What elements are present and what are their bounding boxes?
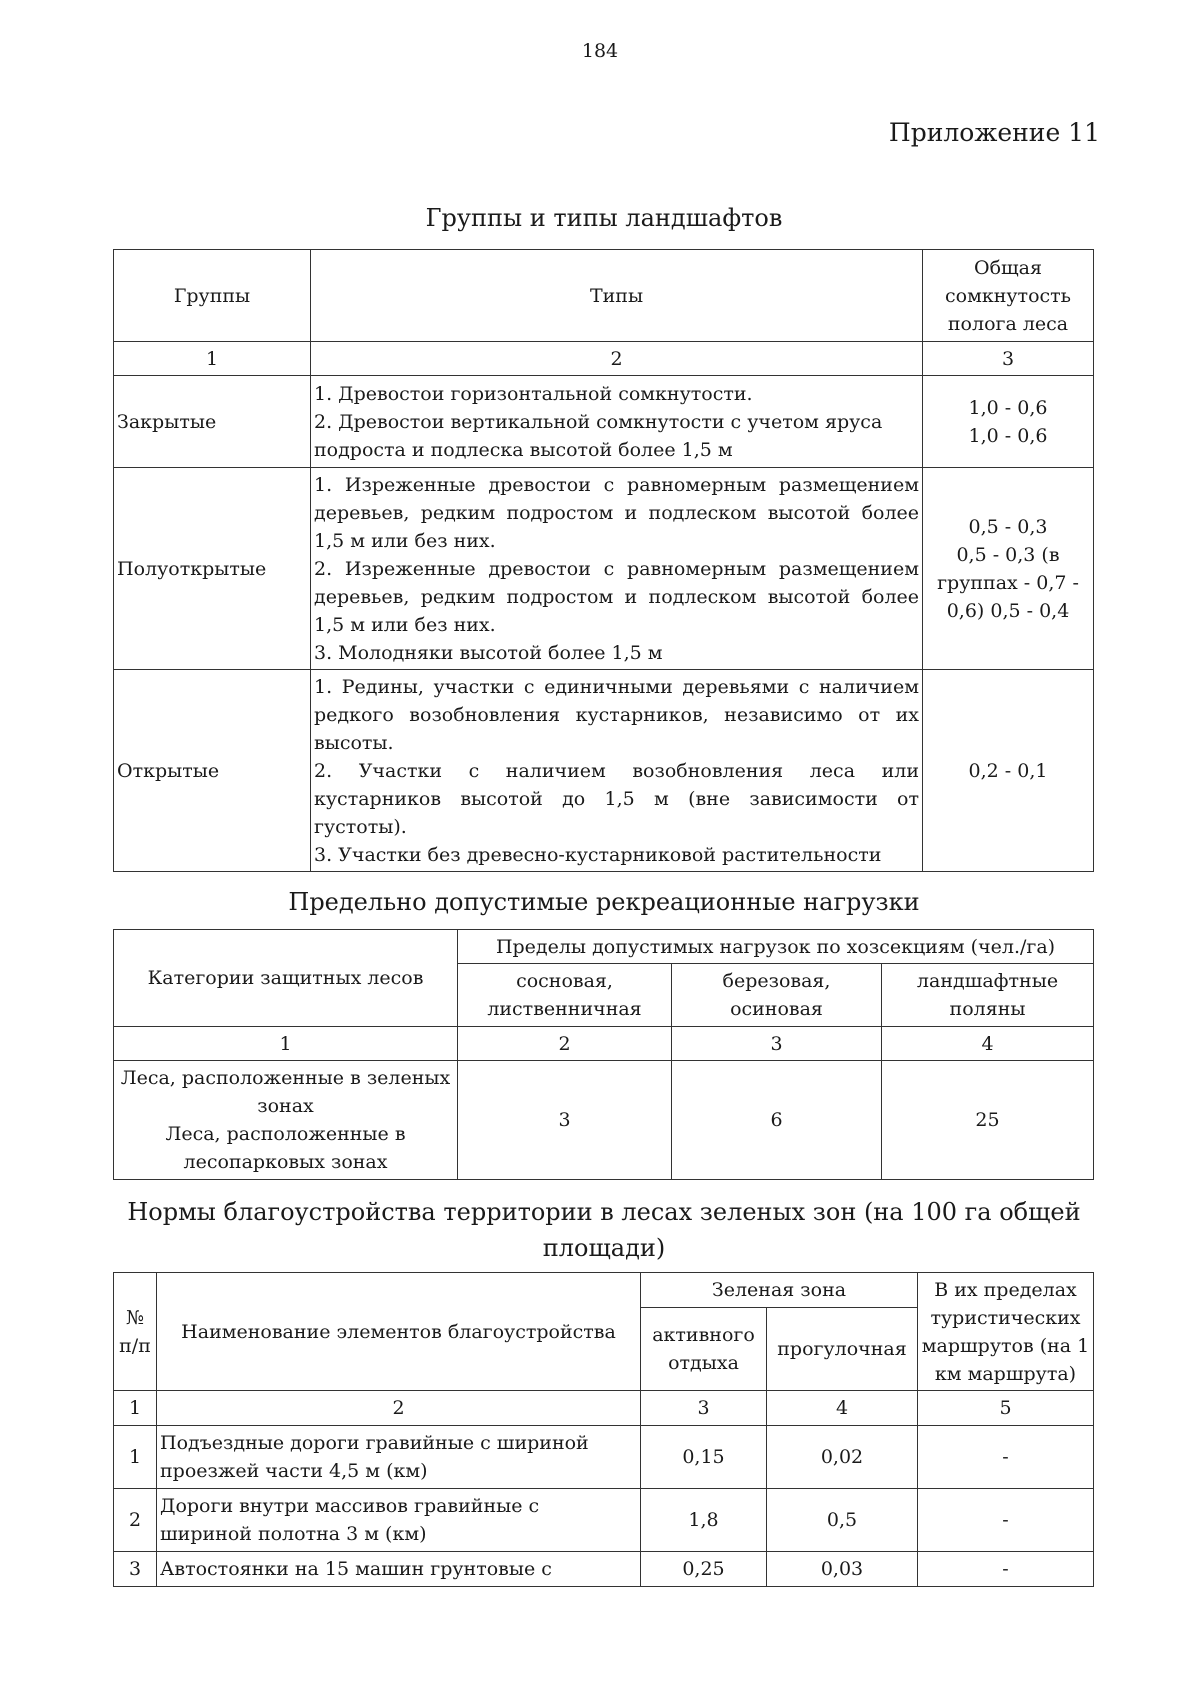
col-number: 2 bbox=[458, 1027, 672, 1061]
subheader-glades: ландшафтные поляны bbox=[882, 964, 1094, 1027]
col-number: 1 bbox=[114, 342, 311, 376]
subheader-birch: березовая, осиновая bbox=[672, 964, 882, 1027]
type-item: 3. Молодняки высотой более 1,5 м bbox=[314, 641, 663, 664]
table-header-row bbox=[114, 1273, 1094, 1308]
subheader-active: активного отдыха bbox=[641, 1308, 767, 1391]
type-item: 1. Изреженные древостои с равномерным размещением деревьев, редким подростом и подлеском высотой более 1,5 м или без них. bbox=[314, 473, 919, 552]
header-green-zone: Зеленая зона bbox=[641, 1273, 918, 1308]
header-name: Наименование элементов благоустройства bbox=[157, 1273, 641, 1391]
density-value: 1,0 - 0,6 bbox=[968, 424, 1048, 447]
group-cell: Полуоткрытые bbox=[114, 468, 311, 670]
table-row bbox=[114, 1061, 1094, 1180]
value-cell: 25 bbox=[882, 1061, 1094, 1180]
col-number: 3 bbox=[641, 1391, 767, 1426]
column-numbers-row bbox=[114, 342, 1094, 376]
col-number: 1 bbox=[114, 1391, 157, 1426]
table-header-row bbox=[114, 930, 1094, 964]
type-item: 1. Древостои горизонтальной сомкнутости. bbox=[314, 382, 753, 405]
category-item: Леса, расположенные в зеленых зонах bbox=[120, 1067, 451, 1117]
density-value: 1,0 - 0,6 bbox=[968, 396, 1048, 419]
col-number: 5 bbox=[918, 1391, 1094, 1426]
col-number: 1 bbox=[114, 1027, 458, 1061]
active-value: 0,15 bbox=[641, 1426, 767, 1489]
header-category: Категории защитных лесов bbox=[114, 930, 458, 1027]
subheader-walk: прогулочная bbox=[767, 1308, 918, 1391]
row-number: 3 bbox=[114, 1552, 157, 1587]
landscapes-table-title: Группы и типы ландшафтов bbox=[425, 204, 783, 232]
col-number: 4 bbox=[767, 1391, 918, 1426]
landscapes-table bbox=[113, 249, 1094, 872]
types-cell bbox=[311, 376, 923, 468]
type-item: 2. Древостои вертикальной сомкнутости с учетом яруса подроста и подлеска высотой более 1,5 м bbox=[314, 410, 883, 461]
table-row bbox=[114, 1552, 1094, 1587]
column-numbers-row bbox=[114, 1391, 1094, 1426]
subheader-pine: сосновая, лиственничная bbox=[458, 964, 672, 1027]
type-item: 1. Редины, участки с единичными деревьями с наличием редкого возобновления кустарников, независимо от их высоты. bbox=[314, 675, 919, 754]
header-density: Общая сомкнутость полога леса bbox=[923, 250, 1094, 342]
types-cell bbox=[311, 468, 923, 670]
type-item: 2. Изреженные древостои с равномерным размещением деревьев, редким подростом и подлеском высотой более 1,5 м или без них. bbox=[314, 557, 919, 636]
col-number: 4 bbox=[882, 1027, 1094, 1061]
loads-table-title: Предельно допустимые рекреационные нагрузки bbox=[288, 888, 920, 916]
table-row bbox=[114, 1426, 1094, 1489]
density-value: 0,2 - 0,1 bbox=[968, 759, 1048, 782]
routes-value: - bbox=[918, 1552, 1094, 1587]
element-name: Дороги внутри массивов гравийные с шириной полотна 3 м (км) bbox=[157, 1489, 641, 1552]
category-item: Леса, расположенные в лесопарковых зонах bbox=[165, 1123, 406, 1173]
column-numbers-row bbox=[114, 1027, 1094, 1061]
active-value: 0,25 bbox=[641, 1552, 767, 1587]
element-name: Автостоянки на 15 машин грунтовые с bbox=[157, 1552, 641, 1587]
density-cell bbox=[923, 468, 1094, 670]
group-cell: Закрытые bbox=[114, 376, 311, 468]
walk-value: 0,5 bbox=[767, 1489, 918, 1552]
types-cell bbox=[311, 670, 923, 872]
table-row bbox=[114, 670, 1094, 872]
density-cell bbox=[923, 670, 1094, 872]
value-cell: 3 bbox=[458, 1061, 672, 1180]
table-row bbox=[114, 1489, 1094, 1552]
header-num: № п/п bbox=[114, 1273, 157, 1391]
density-cell bbox=[923, 376, 1094, 468]
page-number: 184 bbox=[581, 40, 619, 62]
loads-table bbox=[113, 929, 1094, 1180]
col-number: 3 bbox=[672, 1027, 882, 1061]
walk-value: 0,03 bbox=[767, 1552, 918, 1587]
col-number: 2 bbox=[157, 1391, 641, 1426]
header-routes: В их пределах туристических маршрутов (на 1 км маршрута) bbox=[918, 1273, 1094, 1391]
table-row bbox=[114, 468, 1094, 670]
density-value: 0,5 - 0,3 bbox=[968, 515, 1048, 538]
header-limits: Пределы допустимых нагрузок по хозсекциям (чел./га) bbox=[458, 930, 1094, 964]
type-item: 3. Участки без древесно-кустарниковой растительности bbox=[314, 843, 882, 866]
appendix-label: Приложение 11 bbox=[888, 118, 1100, 147]
category-cell bbox=[114, 1061, 458, 1180]
routes-value: - bbox=[918, 1426, 1094, 1489]
density-value: 0,5 - 0,3 (в группах - 0,7 - 0,6) 0,5 - 0,4 bbox=[937, 543, 1079, 622]
norms-table-title: Нормы благоустройства территории в лесах зеленых зон (на 100 га общей площади) bbox=[127, 1198, 1081, 1262]
header-groups: Группы bbox=[114, 250, 311, 342]
element-name: Подъездные дороги гравийные с шириной проезжей части 4,5 м (км) bbox=[157, 1426, 641, 1489]
value-cell: 6 bbox=[672, 1061, 882, 1180]
norms-table bbox=[113, 1272, 1094, 1587]
table-header-row bbox=[114, 250, 1094, 342]
table-row bbox=[114, 376, 1094, 468]
group-cell: Открытые bbox=[114, 670, 311, 872]
col-number: 2 bbox=[311, 342, 923, 376]
row-number: 1 bbox=[114, 1426, 157, 1489]
type-item: 2. Участки с наличием возобновления леса или кустарников высотой до 1,5 м (вне зависимости от густоты). bbox=[314, 759, 919, 838]
active-value: 1,8 bbox=[641, 1489, 767, 1552]
col-number: 3 bbox=[923, 342, 1094, 376]
walk-value: 0,02 bbox=[767, 1426, 918, 1489]
row-number: 2 bbox=[114, 1489, 157, 1552]
header-types: Типы bbox=[311, 250, 923, 342]
routes-value: - bbox=[918, 1489, 1094, 1552]
